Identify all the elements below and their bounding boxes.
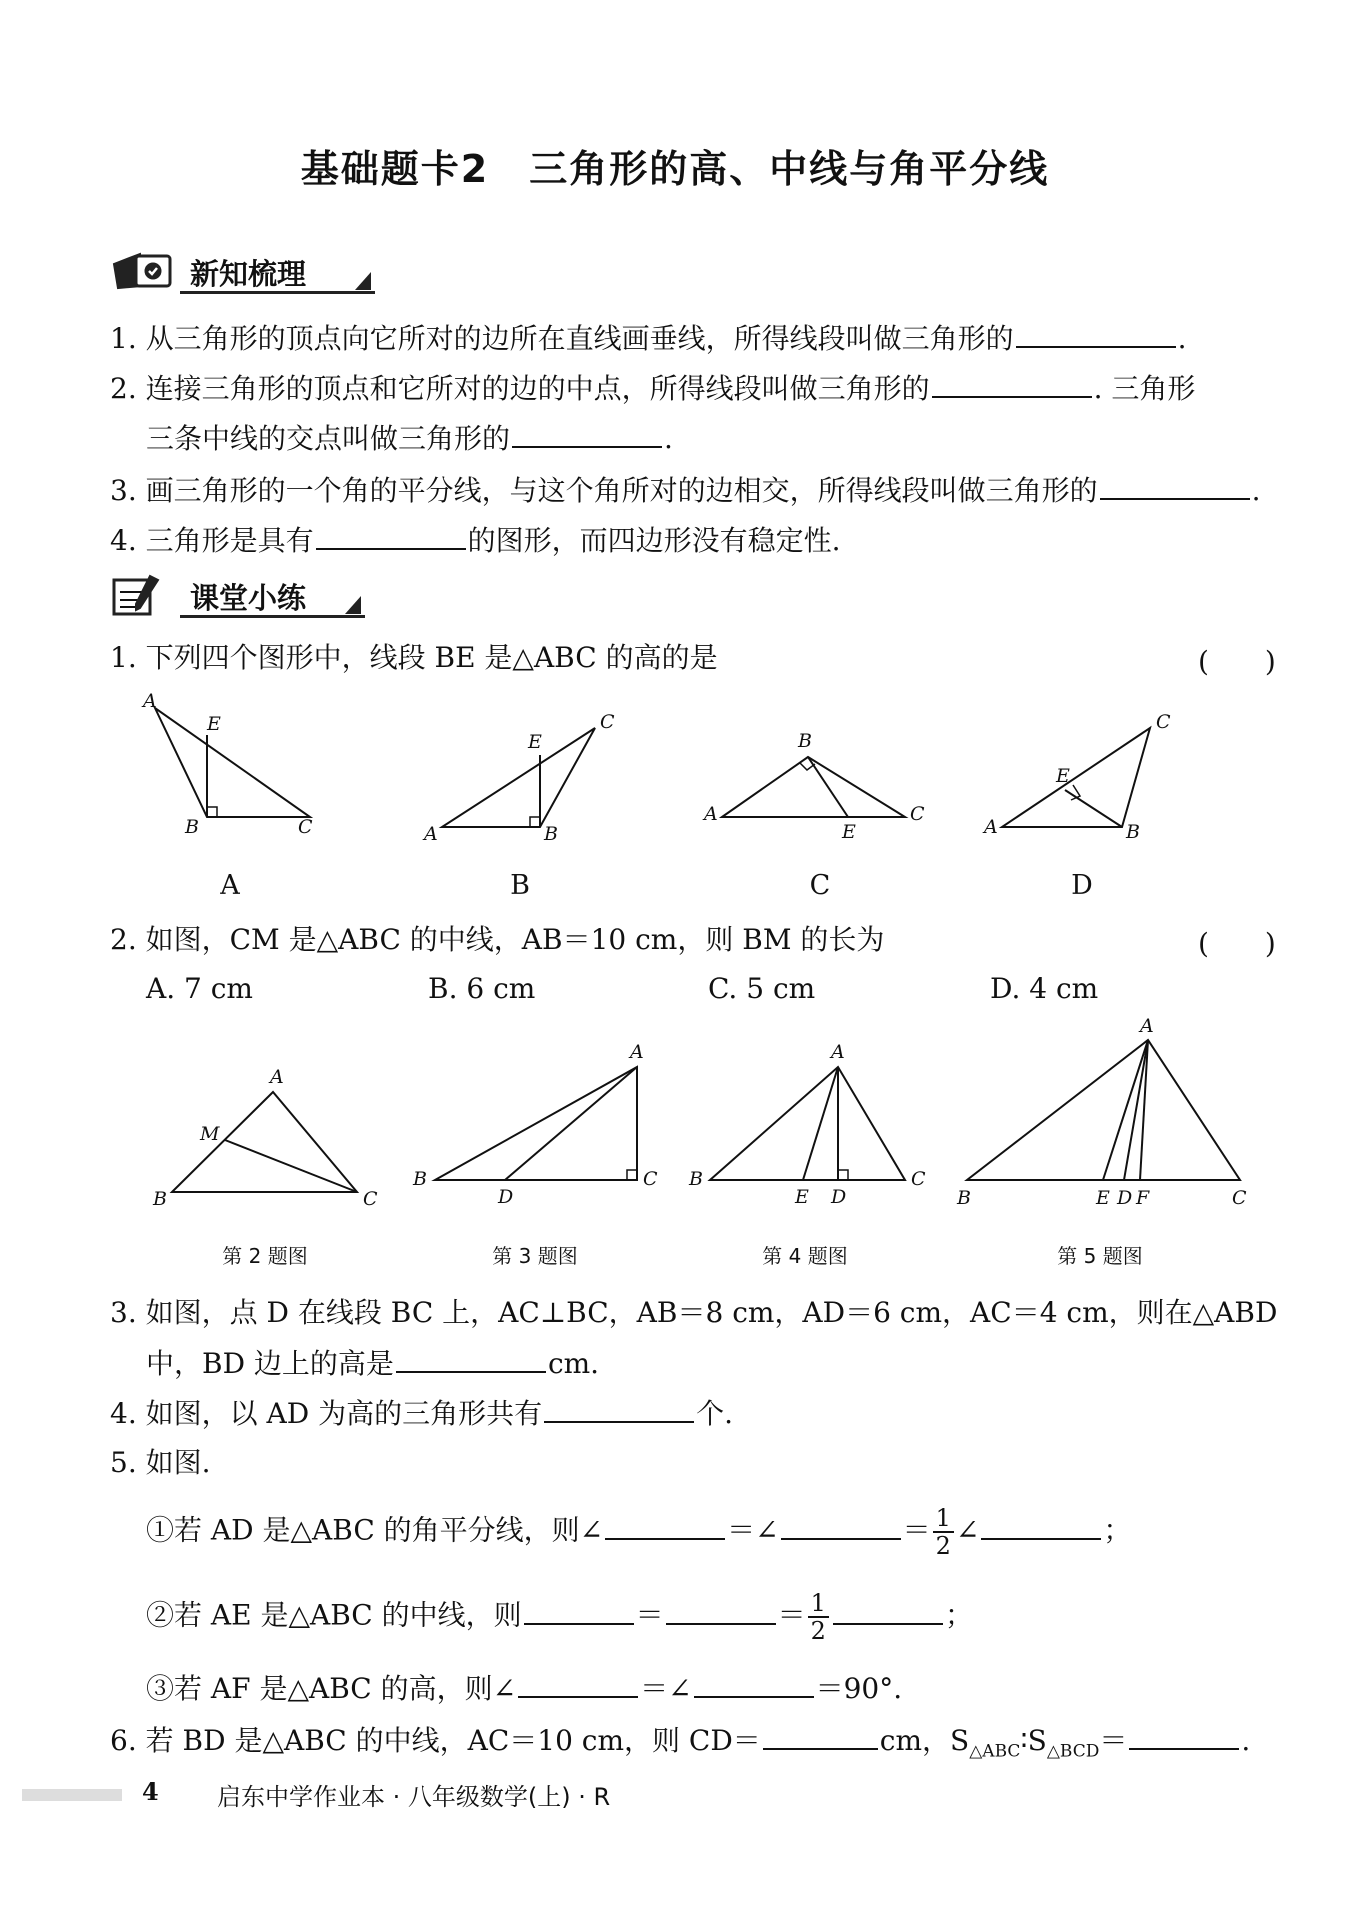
section-header-practice bbox=[110, 572, 365, 618]
point-label: C bbox=[363, 1188, 378, 1210]
point-label: E bbox=[1096, 1187, 1110, 1209]
book-title: 启东中学作业本 · 八年级数学(上) · R bbox=[217, 1783, 611, 1811]
option-b[interactable]: B. 6 cm bbox=[428, 972, 536, 1005]
point-label: A bbox=[831, 1041, 845, 1063]
point-label: B bbox=[957, 1187, 971, 1209]
point-label: A bbox=[630, 1041, 644, 1063]
point-label: B bbox=[185, 816, 199, 838]
point-label: B bbox=[413, 1168, 427, 1190]
answer-blank[interactable] bbox=[694, 1670, 814, 1698]
figure-caption: 第 3 题图 bbox=[492, 1244, 578, 1268]
figure-caption: 第 5 题图 bbox=[1057, 1244, 1143, 1268]
camera-icon bbox=[110, 248, 180, 294]
answer-blank[interactable] bbox=[1016, 320, 1176, 348]
answer-blank[interactable] bbox=[763, 1722, 878, 1750]
point-label: A bbox=[984, 816, 998, 838]
point-label: A bbox=[1140, 1015, 1154, 1037]
point-label: C bbox=[298, 816, 313, 838]
point-label: C bbox=[910, 803, 925, 825]
point-label: C bbox=[1232, 1187, 1247, 1209]
figure-q1-b bbox=[420, 700, 640, 840]
option-a[interactable]: A. 7 cm bbox=[146, 972, 253, 1005]
point-label: A bbox=[424, 823, 438, 840]
answer-paren[interactable]: ( ) bbox=[1198, 645, 1276, 678]
knowledge-item-3: 3. 画三角形的一个角的平分线，与这个角所对的边相交，所得线段叫做三角形的 . bbox=[110, 474, 1261, 507]
answer-blank[interactable] bbox=[524, 1597, 634, 1625]
page-title: 基础题卡2 三角形的高、中线与角平分线 bbox=[300, 147, 1050, 191]
point-label: C bbox=[600, 711, 615, 733]
point-label: E bbox=[842, 821, 856, 840]
answer-paren[interactable]: ( ) bbox=[1198, 927, 1276, 960]
answer-blank[interactable] bbox=[833, 1597, 943, 1625]
point-label: D bbox=[831, 1186, 847, 1208]
option-c[interactable]: C. 5 cm bbox=[708, 972, 816, 1005]
point-label: F bbox=[1136, 1187, 1150, 1209]
answer-blank[interactable] bbox=[781, 1512, 901, 1540]
knowledge-item-1: 1. 从三角形的顶点向它所对的边所在直线画垂线，所得线段叫做三角形的 . bbox=[110, 322, 1187, 355]
figure-q1-d bbox=[980, 700, 1200, 840]
question-5-row-2: ②若 AE 是△ABC 的中线，则 ＝ ＝ $\frac{1}{2}$ ； bbox=[146, 1589, 973, 1645]
point-label: A bbox=[143, 690, 157, 712]
figure-option-label: A bbox=[220, 870, 240, 901]
fraction-half: $\frac{1}{2}$ bbox=[808, 1590, 829, 1644]
figure-q1-a bbox=[135, 690, 335, 840]
question-5: 5. 如图. bbox=[110, 1446, 211, 1479]
answer-blank[interactable] bbox=[316, 522, 466, 550]
question-6: 6. 若 BD 是△ABC 的中线，AC＝10 cm，则 CD＝ cm，$S_{\triangle ABC}∶S_{\triangle BCD}=$ . bbox=[110, 1724, 1251, 1762]
figure-caption: 第 4 题图 bbox=[762, 1244, 848, 1268]
point-label: C bbox=[643, 1168, 658, 1190]
figure-q1-c bbox=[700, 720, 940, 840]
section-label: 新知梳理 bbox=[190, 257, 307, 291]
fraction-half: $\frac{1}{2}$ bbox=[933, 1505, 954, 1559]
question-3-cont: 中，BD 边上的高是 cm. bbox=[146, 1347, 600, 1380]
point-label: B bbox=[544, 823, 558, 840]
answer-blank[interactable] bbox=[1129, 1722, 1239, 1750]
question-3: 3. 如图，点 D 在线段 BC 上，AC⊥BC，AB＝8 cm，AD＝6 cm，AC＝4 cm，则在△ABD bbox=[110, 1296, 1278, 1329]
point-label: B bbox=[689, 1168, 703, 1190]
section-label: 课堂小练 bbox=[190, 581, 307, 615]
answer-blank[interactable] bbox=[605, 1512, 725, 1540]
notebook-pen-icon bbox=[110, 572, 170, 618]
question-4: 4. 如图，以 AD 为高的三角形共有 个. bbox=[110, 1397, 733, 1430]
point-label: C bbox=[1156, 711, 1171, 733]
point-label: E bbox=[1056, 765, 1070, 787]
point-label: M bbox=[200, 1123, 220, 1145]
figure-q5 bbox=[950, 1010, 1260, 1220]
answer-blank[interactable] bbox=[1100, 472, 1250, 500]
point-label: E bbox=[207, 713, 221, 735]
answer-blank[interactable] bbox=[396, 1345, 546, 1373]
answer-blank[interactable] bbox=[666, 1597, 776, 1625]
option-d[interactable]: D. 4 cm bbox=[990, 972, 1099, 1005]
point-label: A bbox=[270, 1066, 284, 1088]
point-label: B bbox=[798, 730, 812, 752]
figure-option-label: D bbox=[1071, 870, 1093, 901]
section-header-new-knowledge bbox=[110, 248, 375, 294]
answer-blank[interactable] bbox=[544, 1395, 694, 1423]
point-label: A bbox=[704, 803, 718, 825]
knowledge-item-2: 2. 连接三角形的顶点和它所对的边的中点，所得线段叫做三角形的 . 三角形 bbox=[110, 372, 1196, 405]
point-label: E bbox=[795, 1186, 809, 1208]
knowledge-item-4: 4. 三角形是具有 的图形，而四边形没有稳定性. bbox=[110, 524, 841, 557]
figure-q3 bbox=[405, 1035, 675, 1215]
question-5-row-3: ③若 AF 是△ABC 的高，则∠ ＝∠ ＝90°. bbox=[146, 1672, 903, 1705]
figure-caption: 第 2 题图 bbox=[222, 1244, 308, 1268]
question-2: 2. 如图，CM 是△ABC 的中线，AB＝10 cm，则 BM 的长为 bbox=[110, 923, 885, 956]
point-label: D bbox=[1117, 1187, 1133, 1209]
question-1: 1. 下列四个图形中，线段 BE 是△ABC 的高的是 bbox=[110, 641, 718, 674]
page-number: 4 bbox=[142, 1777, 159, 1806]
figure-option-label: C bbox=[809, 870, 831, 901]
point-label: C bbox=[911, 1168, 926, 1190]
answer-blank[interactable] bbox=[518, 1670, 638, 1698]
question-5-row-1: ①若 AD 是△ABC 的角平分线，则∠ ＝∠ ＝ $\frac{1}{2}$ ∠ ； bbox=[146, 1504, 1132, 1560]
figure-option-label: B bbox=[510, 870, 530, 901]
answer-blank[interactable] bbox=[932, 370, 1092, 398]
point-label: B bbox=[153, 1188, 167, 1210]
point-label: D bbox=[498, 1186, 514, 1208]
answer-blank[interactable] bbox=[512, 420, 662, 448]
point-label: E bbox=[528, 731, 542, 753]
answer-blank[interactable] bbox=[981, 1512, 1101, 1540]
figure-q2 bbox=[145, 1060, 385, 1220]
figure-q4 bbox=[685, 1035, 945, 1215]
knowledge-item-2-cont: 三条中线的交点叫做三角形的 . bbox=[146, 422, 673, 455]
page-footer bbox=[22, 1775, 1022, 1815]
point-label: B bbox=[1126, 821, 1140, 840]
